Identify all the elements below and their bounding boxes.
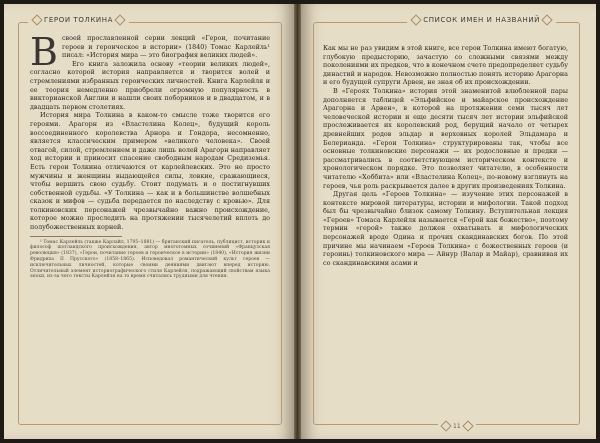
paragraph bbox=[30, 30, 270, 74]
diamond-ornament-icon bbox=[114, 14, 125, 25]
paragraph: В «Героях Толкина» история этой знаменитой влюбленной пары дополняется таблицей «Эльфийское и майарское происхождение Арагорна и Арвен», в которой на протяжении семи тысяч лет человеческой истории и еще десяти тысяч лет истории эльфийской прослеживается их королевский род, берущий начало от четырех древнейших родов эльдар и верховных королей Эльдамара и Белерианда. «Герои Толкина» структурированы так, чтобы все основные толкиновские персонажи — их родословные и предки — рассматривались в соответствующем историческом контексте и хронологическом порядке. Это позволяет читателю, в особенности читателю «Хоббита» или «Властелина Колец», по-новому взглянуть на героев, чья роль раскрывается далее в других произведениях Толкина. bbox=[323, 86, 568, 190]
diamond-ornament-icon bbox=[462, 420, 473, 431]
left-page bbox=[4, 4, 294, 439]
page-number-value: 11 bbox=[453, 422, 461, 430]
footnote: ¹ Томас Карлейль (также Карлайл, 1795–1881) — британский писатель, публицист, историк и философ шотландского происхождения, автор многотомных сочинений «Французская революция» (1837), «Герои, почитание героев и героическое в истории» (1840), «История жизни Фридриха II Прусского» (1858–1865). Исповедовал романтический культ героев — исключительных личностей, которые своими деяниями двигают вперед историю. Отличительный элемент историографического стиля Карлейля, подражающий свойствам языка эпохи, из-за чего тексты Карлейля на то время считались трудными для чтения. bbox=[30, 239, 270, 280]
footnote-rule bbox=[30, 236, 122, 237]
paragraph: Другая цель «Героев Толкина» — изучение этих персонажей в контексте мировой литературы, истории и мифологии. Такой подход был бы чрезвычайно близок самому Толкину. Вступительная лекция «Героев» Томаса Карлейля называется «Герой как божество», поэтому термин «герой» также должен охватывать и мифологических персонажей вроде Одина и прочих скандинавских богов. По этой причине мы начинаем «Героев Толкина» с божественных героев (и героинь) толкиновского мира — Айнур (Валар и Майар), сравнивая их со скандинавскими асами и bbox=[323, 190, 568, 267]
running-head bbox=[407, 16, 556, 24]
running-head-label: СПИСОК ИМЕН И НАЗВАНИЙ bbox=[423, 16, 540, 24]
book-gutter bbox=[294, 4, 301, 439]
paragraph: История мира Толкина в каком-то смысле тоже творится его героями. Арагорн из «Властелина Колец», будущий король воссоединенного королевства Арнора и Гондора, несомненно, является классическим примером «великого человека». Своей отвагой, силой, стремлением и даже лишь волей Арагорн направляет ход истории и приносит спасение свободным народам Средиземья. Есть герои Толкина отличаются от карлейлевских. Это не просто мужчины и женщины выдающейся силы, ловкие, сражающиеся, чтобы вершить свою судьбу. Стоит подумать и о постигнувших собственной судьбы. «У Толкина — как и в большинстве волшебных сказок и мифов — судьба передается по наследству с кровью». Для толкиновских персонажей чрезвычайно важно происхождение, которое можно проследить на протяжении тысячелетий вплоть до полубожественных корней. bbox=[30, 111, 270, 232]
diamond-ornament-icon bbox=[541, 14, 552, 25]
drop-cap: В bbox=[30, 30, 58, 74]
diamond-ornament-icon bbox=[440, 420, 451, 431]
body-text bbox=[323, 44, 568, 267]
right-page bbox=[301, 4, 596, 439]
running-head-label: ГЕРОИ ТОЛКИНА bbox=[44, 16, 113, 24]
diamond-ornament-icon bbox=[31, 14, 42, 25]
running-head bbox=[28, 16, 129, 24]
paragraph-text: своей прославленной серии лекций «Герои, почитание героев и героическое в истории» (1840) Томас Карлейль¹ писал: «История мира — это биография великих людей». bbox=[61, 34, 270, 60]
paragraph: Как мы не раз увидим в этой книге, все герои Толкина имеют богатую, глубокую предысторию, зачастую со сложными связями между поколениями их предков, что в конечном счете предопределяет судьбу династий и народов. Невозможно полностью понять историю Арагорна и его будущей супруги Арвен, не зная об их происхождении. bbox=[323, 44, 568, 87]
page-number bbox=[438, 422, 476, 430]
diamond-ornament-icon bbox=[411, 14, 422, 25]
body-text bbox=[30, 30, 270, 280]
paragraph: Его книга заложила основу «теории великих людей», согласно которой история направляется и творится волей и стремлениями избранных героических личностей. Книга Карлейля и ее теория немедленно приобрели огромную популярность в викторианской Англии и нашли своих поборников и в двадцатом, и в двадцать первом столетиях. bbox=[30, 59, 270, 111]
